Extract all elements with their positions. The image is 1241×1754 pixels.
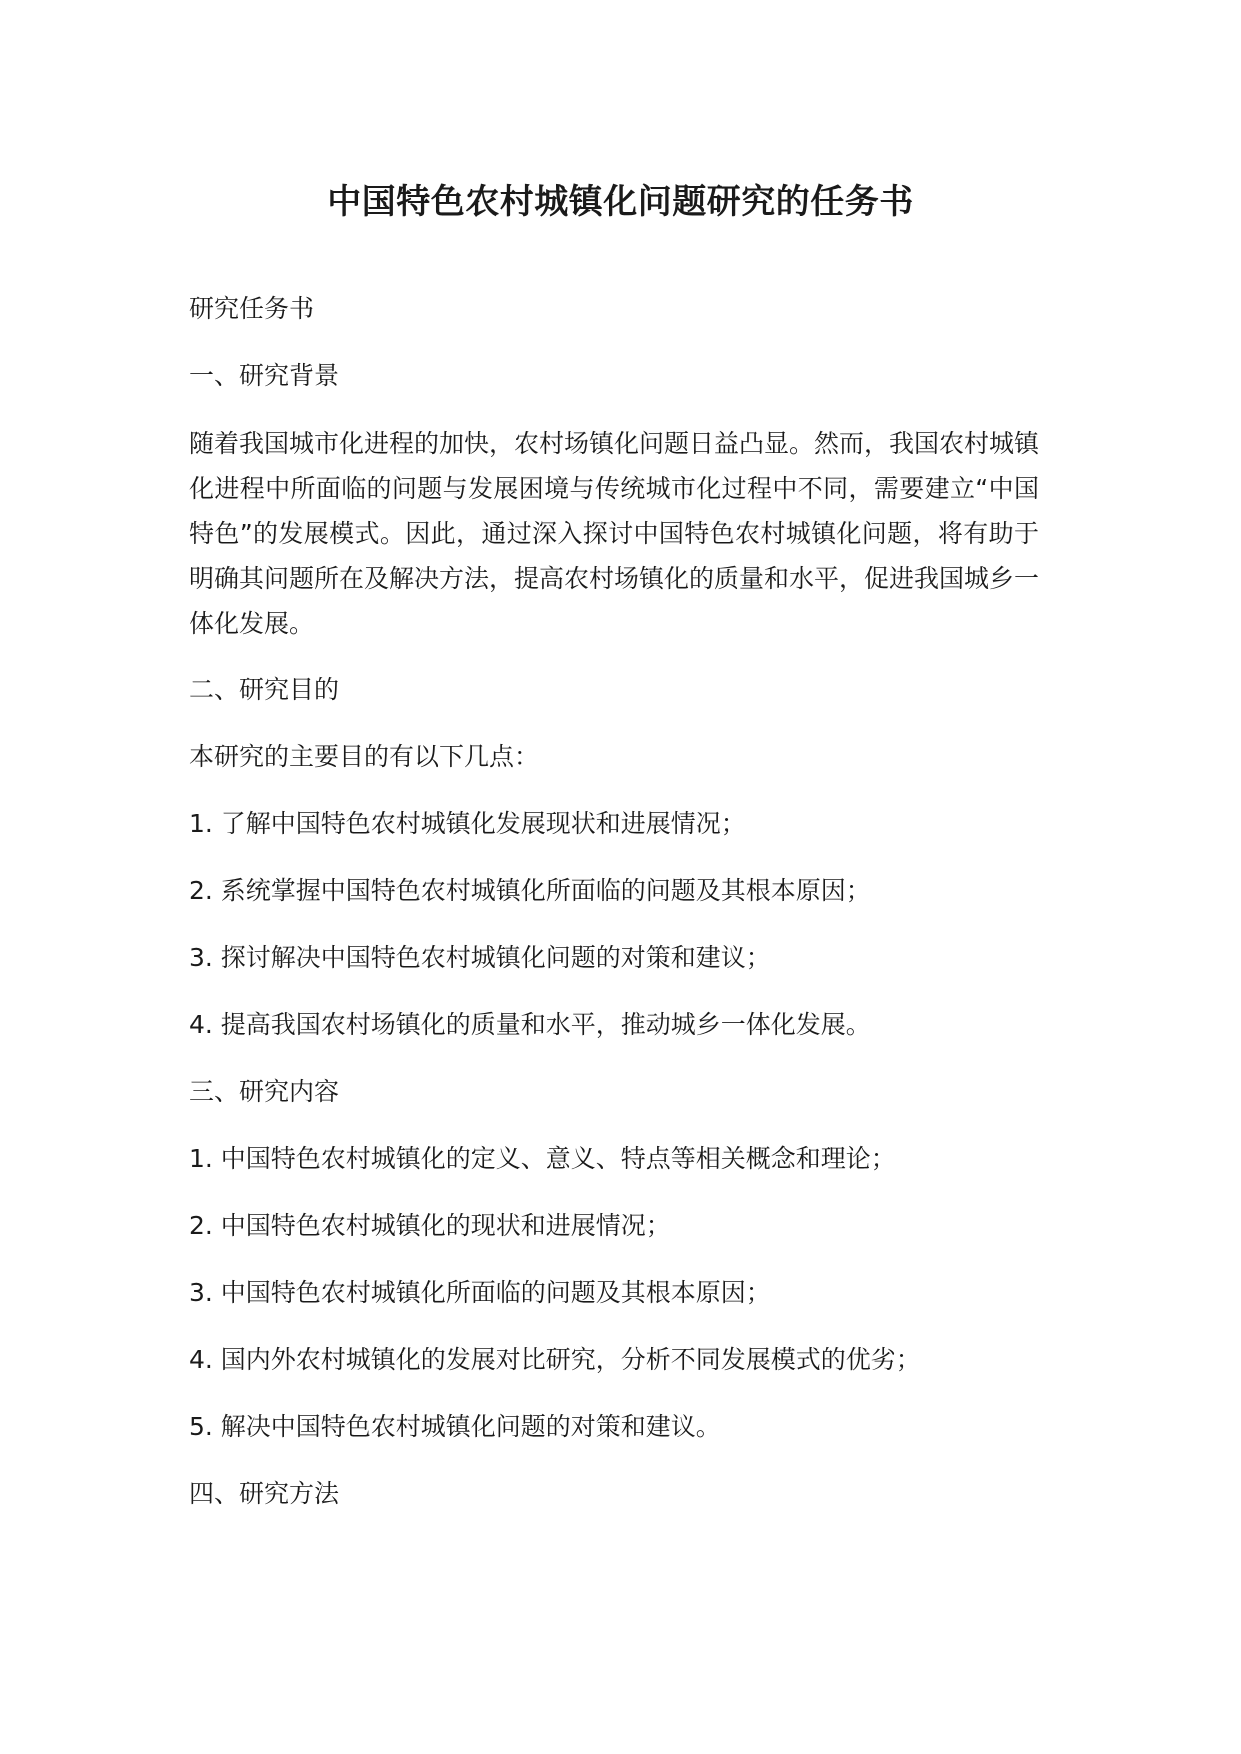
purpose-item: 2. 系统掌握中国特色农村城镇化所面临的问题及其根本原因； xyxy=(189,876,871,905)
section-heading-methods: 四、研究方法 xyxy=(189,1479,340,1508)
section-heading-content: 三、研究内容 xyxy=(189,1077,340,1106)
content-item: 1. 中国特色农村城镇化的定义、意义、特点等相关概念和理论； xyxy=(189,1144,896,1173)
purpose-item: 1. 了解中国特色农村城镇化发展现状和进展情况； xyxy=(189,809,746,838)
content-item: 4. 国内外农村城镇化的发展对比研究，分析不同发展模式的优劣； xyxy=(189,1345,921,1374)
background-paragraph: 随着我国城市化进程的加快，农村场镇化问题日益凸显。然而，我国农村城镇化进程中所面临的问题与发展困境与传统城市化过程中不同，需要建立“中国特色”的发展模式。因此，通过深入探讨中国特色农村城镇化问题，将有助于明确其问题所在及解决方法，提高农村场镇化的质量和水平，促进我国城乡一体化发展。 xyxy=(189,429,1040,638)
document-heading: 研究任务书 xyxy=(189,294,315,323)
content-item: 2. 中国特色农村城镇化的现状和进展情况； xyxy=(189,1211,671,1240)
document-title: 中国特色农村城镇化问题研究的任务书 xyxy=(327,182,914,222)
section-heading-purpose: 二、研究目的 xyxy=(189,675,340,704)
document-body xyxy=(189,292,1039,1544)
purpose-intro: 本研究的主要目的有以下几点： xyxy=(189,742,540,771)
content-item: 5. 解决中国特色农村城镇化问题的对策和建议。 xyxy=(189,1412,721,1441)
purpose-item: 3. 探讨解决中国特色农村城镇化问题的对策和建议； xyxy=(189,943,771,972)
purpose-item: 4. 提高我国农村场镇化的质量和水平，推动城乡一体化发展。 xyxy=(189,1010,871,1039)
content-item: 3. 中国特色农村城镇化所面临的问题及其根本原因； xyxy=(189,1278,771,1307)
section-heading-background: 一、研究背景 xyxy=(189,361,340,390)
